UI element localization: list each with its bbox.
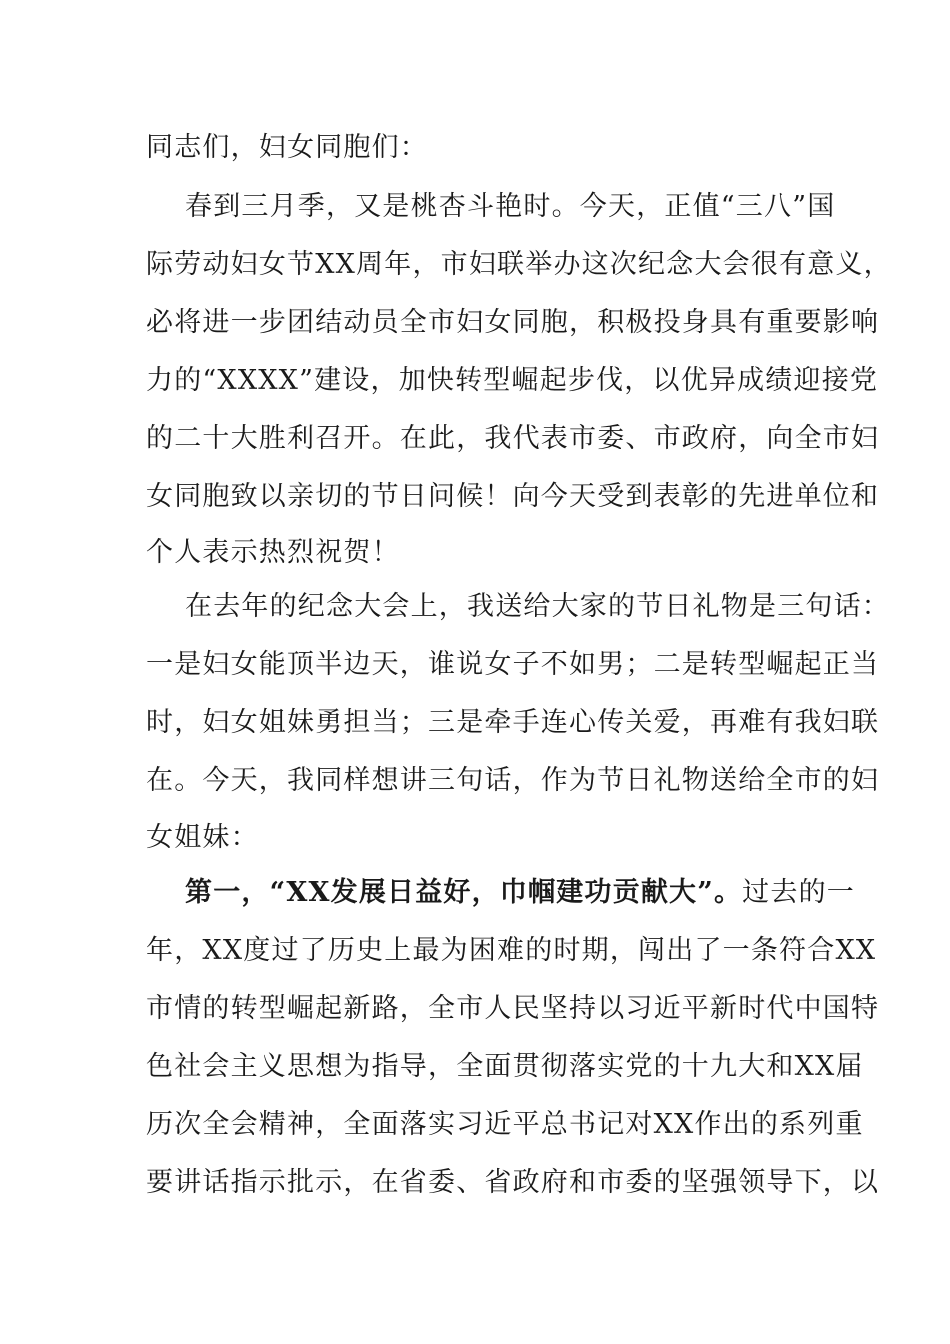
paragraph-3-line-1-rest: 过去的一 bbox=[742, 877, 855, 908]
paragraph-3-line-4: 色社会主义思想为指导，全面贯彻落实党的十九大和XX届 bbox=[146, 1051, 864, 1082]
paragraph-2-line-3: 时，妇女姐妹勇担当；三是牵手连心传关爱，再难有我妇联 bbox=[146, 707, 880, 738]
paragraph-3-line-6: 要讲话指示批示，在省委、省政府和市委的坚强领导下，以 bbox=[146, 1167, 880, 1198]
paragraph-2-line-5: 女姐妹： bbox=[146, 822, 259, 853]
salutation: 同志们，妇女同胞们： bbox=[146, 132, 428, 163]
paragraph-3-line-2: 年，XX度过了历史上最为困难的时期，闯出了一条符合XX bbox=[146, 935, 877, 966]
paragraph-2-line-4: 在。今天，我同样想讲三句话，作为节日礼物送给全市的妇 bbox=[146, 765, 880, 796]
paragraph-1-line-6: 女同胞致以亲切的节日问候！向今天受到表彰的先进单位和 bbox=[146, 481, 880, 512]
paragraph-1-line-4: 力的“XXXX”建设，加快转型崛起步伐，以优异成绩迎接党 bbox=[146, 365, 879, 396]
paragraph-3-line-3: 市情的转型崛起新路，全市人民坚持以习近平新时代中国特 bbox=[146, 993, 880, 1024]
paragraph-1-line-1: 春到三月季，又是桃杏斗艳时。今天，正值“三八”国 bbox=[185, 191, 836, 222]
paragraph-1-line-7: 个人表示热烈祝贺！ bbox=[146, 537, 400, 568]
paragraph-3-line-1 bbox=[185, 873, 855, 913]
section-heading: 第一，“XX发展日益好，巾帼建功贡献大”。 bbox=[185, 877, 743, 908]
paragraph-2-line-1: 在去年的纪念大会上，我送给大家的节日礼物是三句话： bbox=[185, 591, 890, 622]
paragraph-2-line-2: 一是妇女能顶半边天，谁说女子不如男；二是转型崛起正当 bbox=[146, 649, 880, 680]
paragraph-1-line-5: 的二十大胜利召开。在此，我代表市委、市政府，向全市妇 bbox=[146, 423, 880, 454]
paragraph-1-line-3: 必将进一步团结动员全市妇女同胞，积极投身具有重要影响 bbox=[146, 307, 880, 338]
paragraph-1-line-2: 际劳动妇女节XX周年，市妇联举办这次纪念大会很有意义， bbox=[146, 249, 892, 280]
paragraph-3-line-5: 历次全会精神，全面落实习近平总书记对XX作出的系列重 bbox=[146, 1109, 864, 1140]
